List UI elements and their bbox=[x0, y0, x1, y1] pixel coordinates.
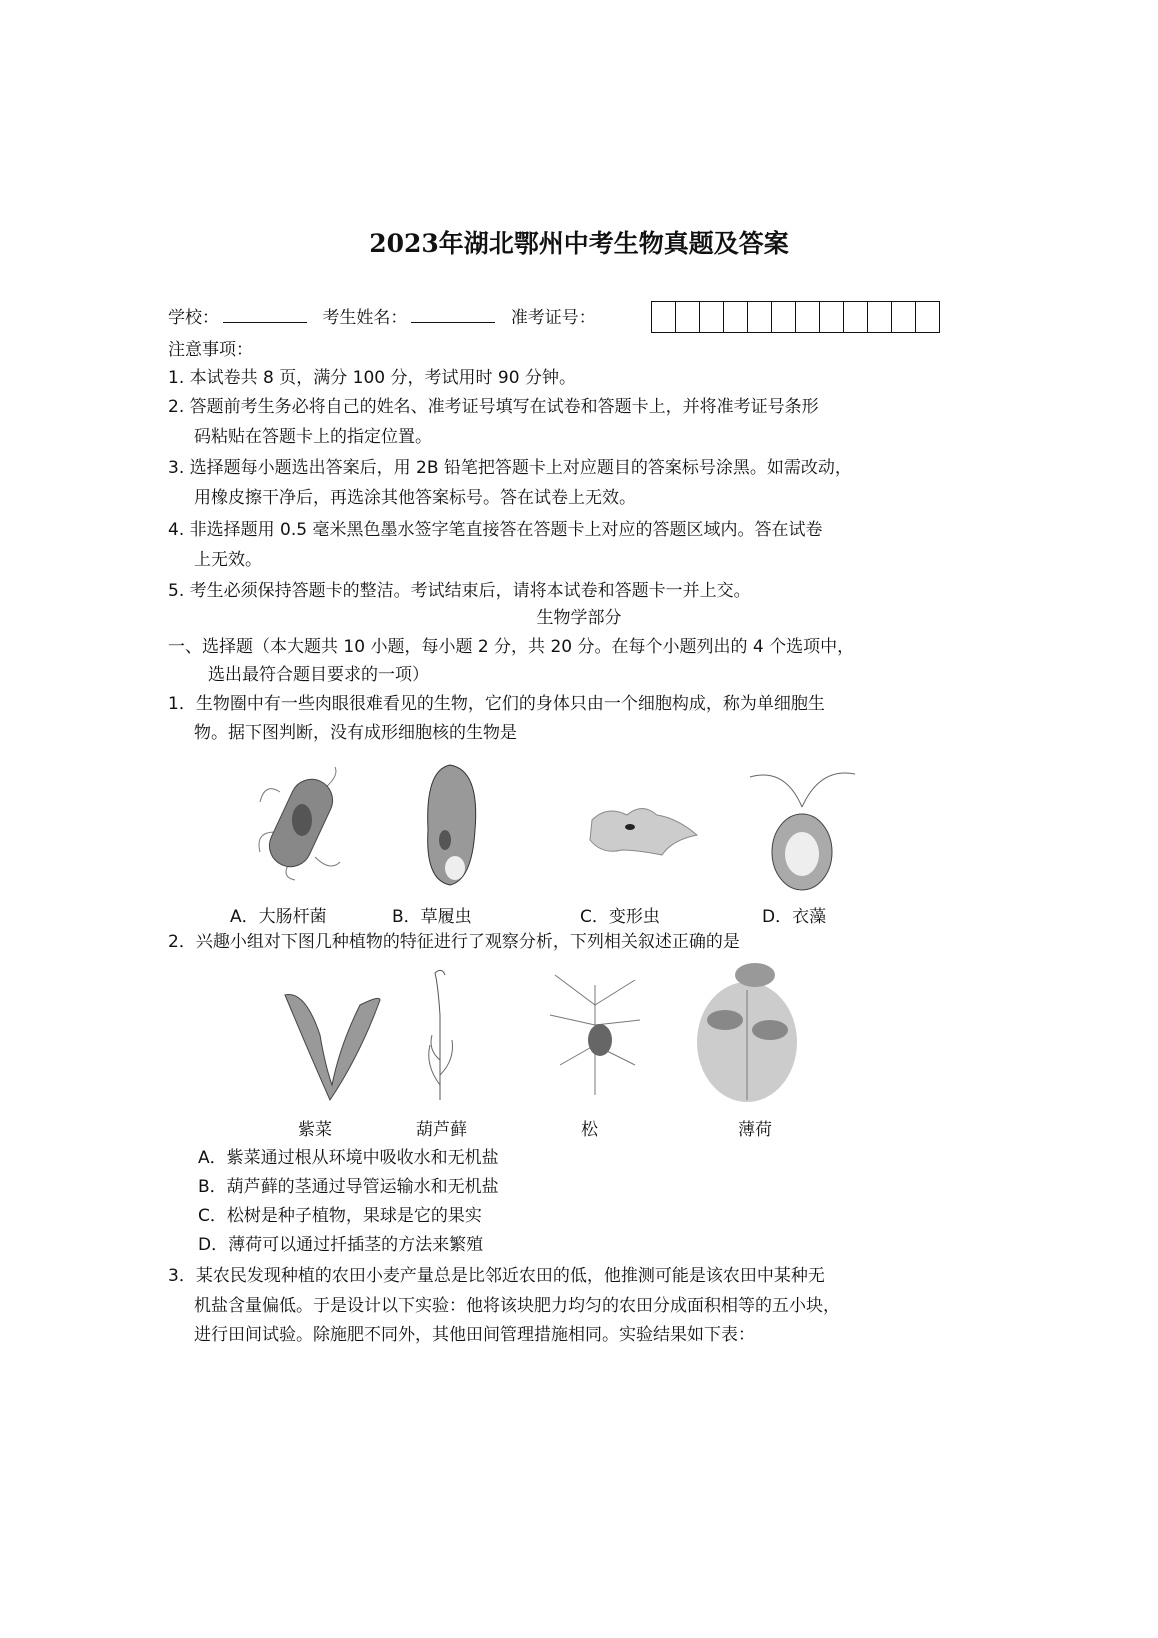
note-5: 5. 考生必须保持答题卡的整洁。考试结束后，请将本试卷和答题卡一并上交。 bbox=[168, 581, 751, 601]
note-2-cont: 码粘贴在答题卡上的指定位置。 bbox=[194, 427, 432, 447]
ecoli-image bbox=[250, 762, 350, 882]
q1-stem-cont: 物。据下图判断，没有成形细胞核的生物是 bbox=[194, 723, 517, 743]
note-3: 3. 选择题每小题选出答案后，用 2B 铅笔把答题卡上对应题目的答案标号涂黑。如需改动， bbox=[168, 458, 852, 478]
chlamydomonas-image bbox=[745, 762, 860, 892]
caption-moss: 葫芦藓 bbox=[416, 1120, 467, 1140]
q2-stem: 2．兴趣小组对下图几种植物的特征进行了观察分析，下列相关叙述正确的是 bbox=[168, 932, 740, 952]
section-title: 生物学部分 bbox=[536, 608, 622, 628]
page-title: 2023年湖北鄂州中考生物真题及答案 bbox=[369, 229, 789, 258]
school-label: 学校： bbox=[168, 308, 219, 328]
notes-heading: 注意事项： bbox=[168, 340, 253, 360]
note-3-cont: 用橡皮擦干净后，再选涂其他答案标号。答在试卷上无效。 bbox=[194, 488, 636, 508]
q2-option-a: A．紫菜通过根从环境中吸收水和无机盐 bbox=[198, 1148, 499, 1168]
school-field[interactable] bbox=[223, 308, 307, 323]
note-4: 4. 非选择题用 0.5 毫米黑色墨水签字笔直接答在答题卡上对应的答题区域内。答在试卷 bbox=[168, 520, 823, 540]
caption-mint: 薄荷 bbox=[738, 1120, 772, 1140]
moss-image bbox=[410, 965, 470, 1105]
q1-option-a: A．大肠杆菌 bbox=[230, 907, 327, 927]
note-1: 1. 本试卷共 8 页，满分 100 分，考试用时 90 分钟。 bbox=[168, 368, 576, 388]
mint-image bbox=[695, 960, 800, 1105]
part1-heading: 一、选择题（本大题共 10 小题，每小题 2 分，共 20 分。在每个小题列出的 4 个选项中， bbox=[168, 637, 855, 657]
q3-stem-cont1: 机盐含量偏低。于是设计以下实验：他将该块肥力均匀的农田分成面积相等的五小块， bbox=[194, 1296, 840, 1316]
student-info-row bbox=[168, 307, 596, 329]
name-field[interactable] bbox=[411, 308, 495, 323]
q2-option-d: D．薄荷可以通过扦插茎的方法来繁殖 bbox=[198, 1235, 484, 1255]
part1-heading-cont: 选出最符合题目要求的一项） bbox=[208, 665, 429, 685]
paramecium-image bbox=[410, 760, 490, 890]
note-2: 2. 答题前考生务必将自己的姓名、准考证号填写在试卷和答题卡上，并将准考证号条形 bbox=[168, 397, 819, 417]
name-label: 考生姓名： bbox=[322, 308, 408, 328]
exam-id-boxes[interactable] bbox=[651, 301, 940, 333]
q3-stem-cont2: 进行田间试验。除施肥不同外，其他田间管理措施相同。实验结果如下表： bbox=[194, 1325, 755, 1345]
q1-option-c: C．变形虫 bbox=[580, 907, 660, 927]
caption-laver: 紫菜 bbox=[298, 1120, 332, 1140]
amoeba-image bbox=[582, 800, 702, 860]
q1-stem: 1．生物圈中有一些肉眼很难看见的生物，它们的身体只由一个细胞构成，称为单细胞生 bbox=[168, 694, 825, 714]
laver-image bbox=[280, 975, 385, 1105]
q2-option-c: C．松树是种子植物，果球是它的果实 bbox=[198, 1206, 482, 1226]
q3-stem: 3．某农民发现种植的农田小麦产量总是比邻近农田的低，他推测可能是该农田中某种无 bbox=[168, 1266, 825, 1286]
q2-option-b: B．葫芦藓的茎通过导管运输水和无机盐 bbox=[198, 1177, 499, 1197]
note-4-cont: 上无效。 bbox=[194, 550, 262, 570]
pine-image bbox=[545, 965, 645, 1100]
q1-option-b: B．草履虫 bbox=[392, 907, 472, 927]
id-label: 准考证号： bbox=[510, 308, 596, 328]
caption-pine: 松 bbox=[581, 1120, 598, 1140]
q1-option-d: D．衣藻 bbox=[762, 907, 827, 927]
